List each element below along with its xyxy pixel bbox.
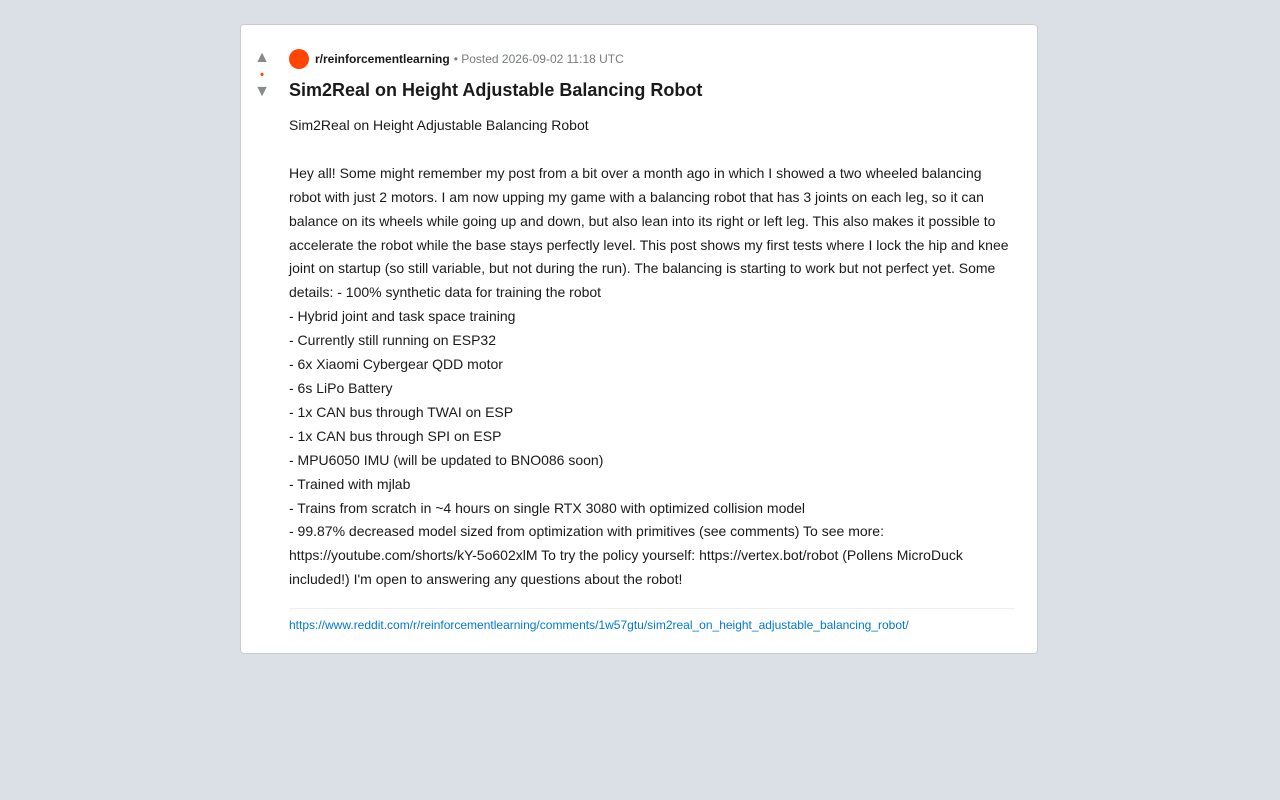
post-content [289,49,1015,632]
posted-timestamp: • Posted 2026-09-02 11:18 UTC [453,52,624,66]
post-card [240,24,1038,654]
subreddit-name[interactable]: r/reinforcementlearning [315,52,450,66]
vote-score: • [260,69,264,81]
post-meta [289,49,1015,69]
permalink[interactable]: https://www.reddit.com/r/reinforcementlearning/comments/1w57gtu/sim2real_on_height_adjustable_balancing_robot/ [289,618,909,633]
subreddit-icon[interactable] [289,49,309,69]
post-title[interactable]: Sim2Real on Height Adjustable Balancing Robot [289,80,703,100]
vote-column [251,49,273,101]
upvote-icon[interactable]: ▲ [254,49,270,66]
post-body: Sim2Real on Height Adjustable Balancing Robot Hey all! Some might remember my post from a bit over a month ago in which I showed a two wheeled balancing robot with just 2 motors. I am now upping my game with a balancing robot that has 3 joints on each leg, so it can balance on its wheels while going up and down, but also lean into its right or left leg. This also makes it possible to accelerate the robot while the base stays perfectly level. This post shows my first tests where I lock the hip and knee joint on startup (so still variable, but not during the run). The balancing is starting to work but not perfect yet. Some details: - 100% synthetic data for training the robot - Hybrid joint and task space training - Currently still running on ESP32 - 6x Xiaomi Cybergear QDD motor - 6s LiPo Battery - 1x CAN bus through TWAI on ESP - 1x CAN bus through SPI on ESP - MPU6050 IMU (will be updated to BNO086 soon) - Trained with mjlab - Trains from scratch in ~4 hours on single RTX 3080 with optimized collision model - 99.87% decreased model sized from optimization with primitives (see comments) To see more: https://youtube.com/shorts/kY-5o602xlM To try the policy yourself: https://vertex.bot/robot (Pollens MicroDuck included!) I'm open to answering any questions about the robot! [289,117,1009,588]
post-footer [289,608,1015,632]
downvote-icon[interactable]: ▼ [254,83,270,100]
